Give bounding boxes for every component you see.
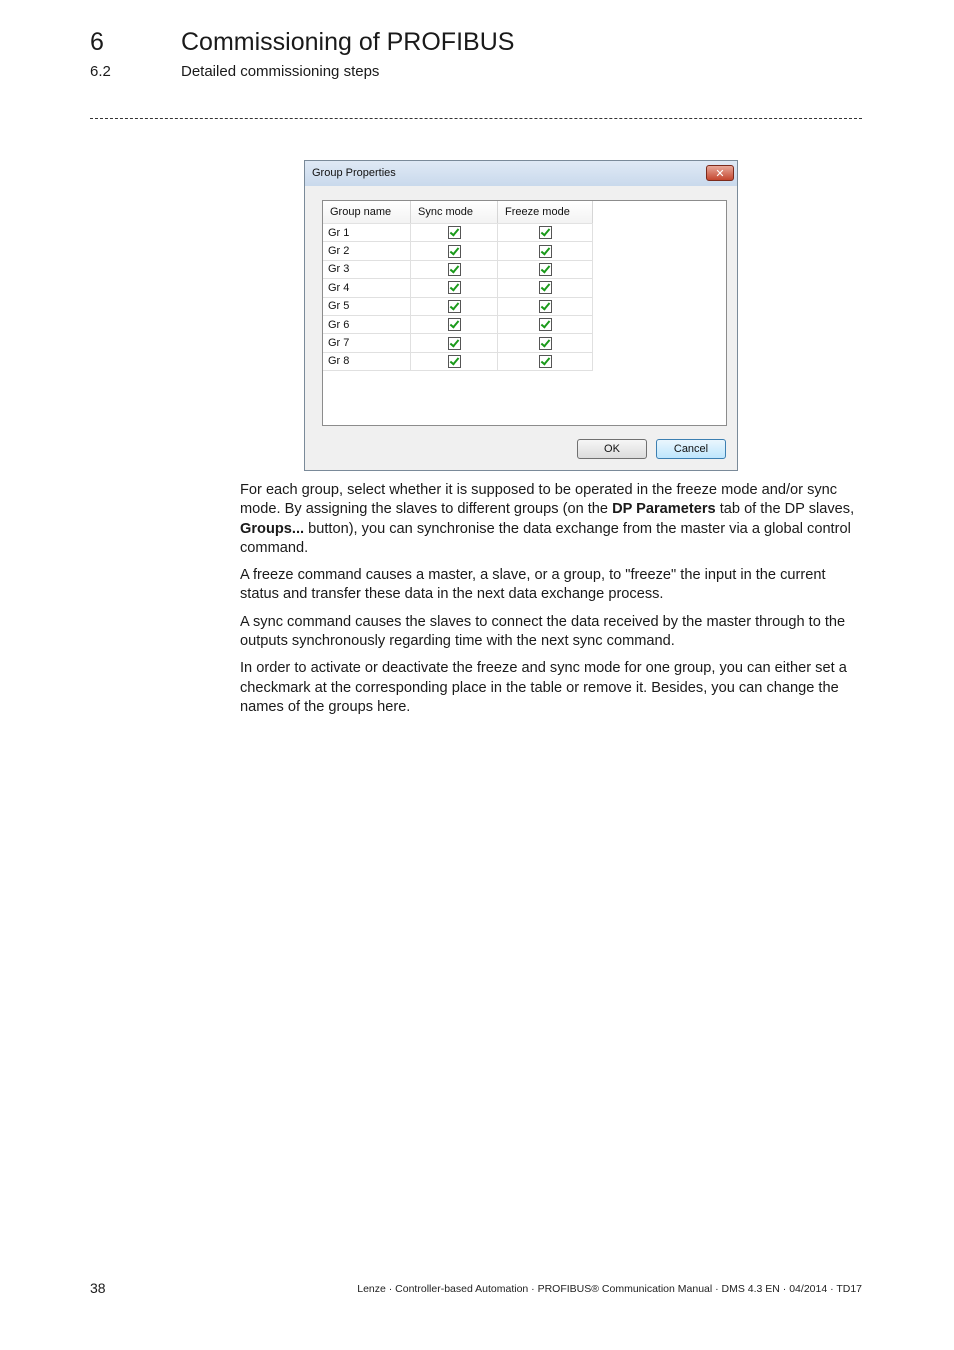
table-row — [323, 242, 593, 260]
sync-mode-cell — [411, 279, 498, 297]
sync-mode-cell — [411, 334, 498, 352]
chapter-title: Commissioning of PROFIBUS — [181, 28, 515, 56]
group-name-cell[interactable]: Gr 1 — [323, 224, 411, 242]
chapter-number: 6 — [90, 28, 104, 56]
freeze-mode-checkbox[interactable] — [539, 226, 552, 239]
freeze-mode-cell — [498, 260, 593, 278]
sync-mode-checkbox[interactable] — [448, 245, 461, 258]
table-row — [323, 334, 593, 352]
footer-text: Lenze · Controller-based Automation · PROFIBUS® Communication Manual · DMS 4.3 EN · 04/2014 · TD17 — [357, 1283, 862, 1295]
sync-mode-checkbox[interactable] — [448, 337, 461, 350]
sync-mode-cell — [411, 242, 498, 260]
table-row — [323, 297, 593, 315]
paragraph-1: For each group, select whether it is supposed to be operated in the freeze mode and/or sync mode. By assigning the slaves to different groups (on the DP Parameters tab of the DP slaves, Groups... button), you can synchronise the data exchange from the master via a global control command. — [240, 482, 855, 556]
close-icon: ✕ — [715, 168, 725, 180]
group-grid — [323, 201, 593, 371]
freeze-mode-cell — [498, 224, 593, 242]
sync-mode-checkbox[interactable] — [448, 263, 461, 276]
freeze-mode-cell — [498, 352, 593, 370]
column-header-group-name[interactable]: Group name — [323, 201, 411, 224]
freeze-mode-checkbox[interactable] — [539, 263, 552, 276]
section-number: 6.2 — [90, 63, 111, 80]
group-name-cell[interactable]: Gr 8 — [323, 352, 411, 370]
group-name-cell[interactable]: Gr 7 — [323, 334, 411, 352]
table-row — [323, 279, 593, 297]
sync-mode-checkbox[interactable] — [448, 355, 461, 368]
cancel-button[interactable]: Cancel — [656, 439, 726, 459]
body-text — [240, 481, 864, 725]
sync-mode-cell — [411, 352, 498, 370]
page-number: 38 — [90, 1280, 106, 1296]
group-name-cell[interactable]: Gr 2 — [323, 242, 411, 260]
freeze-mode-checkbox[interactable] — [539, 300, 552, 313]
freeze-mode-checkbox[interactable] — [539, 355, 552, 368]
paragraph-3: A sync command causes the slaves to connect the data received by the master through to the outputs synchronously regarding time with the next sync command. — [240, 613, 846, 650]
sync-mode-cell — [411, 315, 498, 333]
sync-mode-checkbox[interactable] — [448, 318, 461, 331]
table-row — [323, 260, 593, 278]
paragraph-4: In order to activate or deactivate the freeze and sync mode for one group, you can either set a checkmark at the corresponding place in the table or remove it. Besides, you can change the names of the groups here. — [240, 660, 847, 715]
freeze-mode-checkbox[interactable] — [539, 245, 552, 258]
freeze-mode-checkbox[interactable] — [539, 337, 552, 350]
freeze-mode-checkbox[interactable] — [539, 318, 552, 331]
sync-mode-checkbox[interactable] — [448, 226, 461, 239]
group-name-cell[interactable]: Gr 5 — [323, 297, 411, 315]
sync-mode-checkbox[interactable] — [448, 281, 461, 294]
column-header-sync-mode[interactable]: Sync mode — [411, 201, 498, 224]
table-row — [323, 315, 593, 333]
freeze-mode-cell — [498, 315, 593, 333]
group-name-cell[interactable]: Gr 6 — [323, 315, 411, 333]
header-divider — [90, 118, 862, 119]
group-name-cell[interactable]: Gr 3 — [323, 260, 411, 278]
group-table — [322, 200, 727, 426]
table-row — [323, 352, 593, 370]
group-properties-dialog — [304, 160, 738, 471]
sync-mode-cell — [411, 260, 498, 278]
freeze-mode-cell — [498, 297, 593, 315]
close-button[interactable] — [706, 165, 734, 181]
freeze-mode-cell — [498, 279, 593, 297]
freeze-mode-checkbox[interactable] — [539, 281, 552, 294]
sync-mode-checkbox[interactable] — [448, 300, 461, 313]
dialog-title: Group Properties — [312, 167, 396, 179]
freeze-mode-cell — [498, 334, 593, 352]
paragraph-2: A freeze command causes a master, a slave, or a group, to "freeze" the input in the current status and transfer these data in the next data exchange process. — [240, 567, 826, 603]
group-name-cell[interactable]: Gr 4 — [323, 279, 411, 297]
column-header-freeze-mode[interactable]: Freeze mode — [498, 201, 593, 224]
ok-button[interactable]: OK — [577, 439, 647, 459]
dialog-titlebar — [305, 161, 737, 186]
sync-mode-cell — [411, 297, 498, 315]
table-header-row — [323, 201, 593, 224]
table-row — [323, 224, 593, 242]
freeze-mode-cell — [498, 242, 593, 260]
section-title: Detailed commissioning steps — [181, 63, 380, 80]
sync-mode-cell — [411, 224, 498, 242]
